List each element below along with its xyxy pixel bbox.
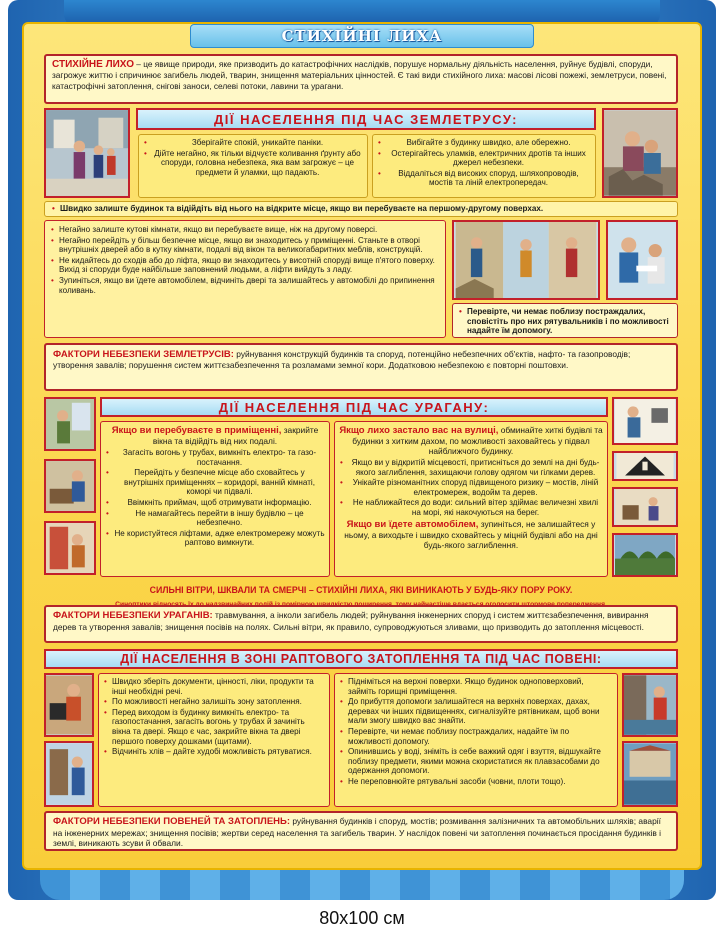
hurricane-right [334, 421, 608, 577]
list-item: • Не переповнюйте рятувальні засоби (човни, плоти тощо). [339, 777, 613, 787]
earthquake-col2 [372, 134, 596, 198]
hurricane-left-lead-title: Якщо ви перебуваєте в приміщенні, [111, 425, 282, 436]
list-item: • Перевірте, чи немає поблизу постраждалих, надайте їм по можливості допомогу. [339, 727, 613, 746]
hurricane-photo-2 [44, 459, 96, 513]
hurricane-right-lead-rest: обминайте хиткі будівлі та будинки з хитким дахом, по можливості заховайтесь у підвал найближчого будинку. [352, 425, 603, 456]
flood-photo-3 [622, 673, 678, 737]
list-item: • Негайно перейдіть у більш безпечне місце, якщо ви знаходитесь у приміщенні. Станьте в отворі внутрішніх дверей або в кутку кімнати, подалі від вікон та великогабаритних меблів, конструкцій. [50, 236, 440, 255]
earthquake-photo-right [602, 108, 678, 198]
hurricane-photo-1 [44, 397, 96, 451]
list-item: • Якщо ви у відкритій місцевості, притисніться до землі на дні будь-якого заглиблення, захищаючи голову одягом чи гілками дерев. [339, 458, 603, 477]
list-item: • Підніміться на верхні поверхи. Якщо будинок одноповерховий, займіть горищні приміщення. [339, 677, 613, 696]
earthquake-note-list [458, 307, 672, 336]
hurricane-right-list [339, 458, 603, 518]
intro-box [44, 54, 678, 104]
earthquake-factors-text: руйнування конструкцій будинків та споруд, потенційно небезпечних об'єктів, нафто- та газопроводів; утворення завалів; порушення систем життєзабезпечення та розламами земної кори. Додатковою небезпекою є повторні поштовхи. [53, 349, 631, 370]
earthquake-list-box [44, 220, 446, 338]
hurricane-car-paragraph [339, 519, 603, 550]
list-item: • Відчиніть хлів – дайте худобі можливість рятуватися. [103, 747, 325, 757]
list-item: • Перейдіть у безпечне місце або сховайтесь у внутрішніх приміщеннях – коридорі, ванній кімнаті, коморі чи підвалі. [105, 468, 325, 497]
hurricane-photo-7 [612, 533, 678, 577]
flood-photo-1 [44, 673, 94, 737]
earthquake-col1 [138, 134, 368, 198]
earthquake-banner-text: • Швидко залиште будинок та відійдіть від нього на відкрите місце, якщо ви перебуваєте на першому-другому поверхах. [51, 204, 671, 214]
list-item: • По можливості негайно залишіть зону затоплення. [103, 697, 325, 707]
list-item: • Вибігайте з будинку швидко, але обережно. [377, 138, 591, 148]
list-item: • Зупиніться, якщо ви їдете автомобілем, відчиніть двері та залишайтесь у автомобілі до припинення коливань. [50, 276, 440, 295]
earthquake-factors-title: ФАКТОРИ НЕБЕЗПЕКИ ЗЕМЛЕТРУСІВ: [53, 349, 234, 360]
earthquake-header-text: ДІЇ НАСЕЛЕННЯ ПІД ЧАС ЗЕМЛЕТРУСУ: [214, 111, 518, 127]
list-item: • До прибуття допомоги залишайтеся на верхніх поверхах, дахах, деревах чи інших підвищеннях, сигналізуйте рятівникам, щоб вони мали змогу швидко вас знайти. [339, 697, 613, 726]
earthquake-col2-list [377, 138, 591, 188]
earthquake-banner [44, 201, 678, 217]
hurricane-header-text: ДІЇ НАСЕЛЕННЯ ПІД ЧАС УРАГАНУ: [218, 399, 490, 415]
earthquake-photo-stairs [452, 220, 600, 300]
earthquake-factors-paragraph [53, 349, 669, 371]
list-item: • Віддаліться від високих споруд, шляхопроводів, мостів та ліній електропередач. [377, 169, 591, 188]
flood-factors [44, 811, 678, 851]
poster-title-text: СТИХІЙНІ ЛИХА [281, 27, 443, 45]
list-item: • Унікайте різноманітних споруд підвищеного ризику – мостів, ліній електромереж, водойм та дерев. [339, 478, 603, 497]
flood-factors-title: ФАКТОРИ НЕБЕЗПЕКИ ПОВЕНЕЙ ТА ЗАТОПЛЕНЬ: [53, 816, 291, 827]
earthquake-col1-list [143, 138, 363, 177]
hurricane-photo-6 [612, 487, 678, 527]
hurricane-header [100, 397, 608, 417]
list-item: • Перед виходом із будинку вимкніть електро- та газопостачання, загасіть вогонь у трубах й зачиніть вікна та двері. Якщо є час, закрийте вікна та двері першого поверху дошками (щитами). [103, 708, 325, 746]
intro-term: СТИХІЙНЕ ЛИХО [52, 59, 134, 70]
list-item: • Загасіть вогонь у трубах, вимкніть електро- та газо- постачання. [105, 448, 325, 467]
hurricane-car-lead: Якщо ви їдете автомобілем, [346, 518, 479, 530]
hurricane-left-list [105, 448, 325, 548]
hurricane-banner-text: СИЛЬНІ ВІТРИ, ШКВАЛИ ТА СМЕРЧІ – СТИХІЙНІ ЛИХА, ЯКІ ВИНИКАЮТЬ У БУДЬ-ЯКУ ПОРУ РОКУ. [149, 585, 573, 595]
list-item: • Опинившись у воді, зніміть із себе важкий одяг і взуття, відшукайте поблизу предмети, якими можна скористатися як плавзасобами до одержання допомоги. [339, 747, 613, 776]
hurricane-photo-3 [44, 521, 96, 575]
hurricane-factors-paragraph [53, 610, 669, 632]
hurricane-factors [44, 605, 678, 643]
earthquake-photo-left [44, 108, 130, 198]
hurricane-left-lead-rest: закрийте вікна та відійдіть від них подалі. [152, 425, 319, 446]
flood-photo-2 [44, 741, 94, 807]
intro-text: – це явище природи, яке призводить до катастрофічних наслідків, порушує нормальну діяльність населення, руйнує будівлі, споруди, загрожує життю і спричинює загибель людей, тварин, знищення матеріальних цінностей. Є такі види стихійного лиха: масові лісові пожежі, землетруси, повені, катастрофічні затоплення, снігові заноси, селеві потоки, лавини та урагани. [52, 59, 667, 91]
hurricane-photo-5 [612, 451, 678, 481]
list-item: • Зберігайте спокій, уникайте паніки. [143, 138, 363, 148]
flood-right-list [339, 677, 613, 787]
earthquake-photo-firstaid [606, 220, 678, 300]
earthquake-list [50, 225, 440, 295]
list-item: • Не кидайтесь до сходів або до ліфта, якщо ви знаходитесь у висотній споруді вище п'ятого поверху. Вихід зі споруди буде найбільше заповнений людьми, а ліфти вийдуть з ладу. [50, 256, 440, 275]
list-item: • Ввімкніть приймач, щоб отримувати інформацію. [105, 498, 325, 508]
earthquake-banner-list [51, 204, 671, 214]
hurricane-factors-text: травмування, а інколи загибель людей; руйнування інженерних споруд і систем життєзабезпечення, вивирання дерев та утворення завалів; знищення посівів на полях. Сильні вітри, як правило, супроводжуються зливами, що призводить до затоплення місцевості. [53, 610, 649, 632]
flood-header [44, 649, 678, 669]
list-item: • Остерігайтесь уламків, електричних дротів та інших джерел небезпеки. [377, 149, 591, 168]
hurricane-left-lead [105, 425, 325, 446]
flood-factors-paragraph [53, 816, 669, 849]
hurricane-right-lead-title: Якщо лихо застало вас на вулиці, [339, 425, 499, 436]
hurricane-factors-title: ФАКТОРИ НЕБЕЗПЕКИ УРАГАНІВ: [53, 610, 213, 621]
flood-factors-text: руйнування будинків і споруд, мостів; розмивання залізничних та автомобільних шляхів; аварії на інженерних мережах; знищення посівів; жертви серед населення та загибель тварин. У наслідок повені чи затоплення починається просідання будинків і землі, виникають зсуви й обвали. [53, 816, 661, 848]
hurricane-subbanner [44, 593, 678, 603]
earthquake-factors [44, 343, 678, 391]
flood-photo-4 [622, 741, 678, 807]
list-item: • Не намагайтесь перейти в іншу будівлю – це небезпечно. [105, 509, 325, 528]
list-item: • Негайно залиште кутові кімнати, якщо ви перебуваєте вище, ніж на другому поверсі. [50, 225, 440, 235]
intro-paragraph [52, 59, 670, 91]
hurricane-banner [44, 580, 678, 595]
hurricane-right-lead [339, 425, 603, 456]
poster-title [190, 24, 534, 48]
earthquake-note [452, 303, 678, 338]
flood-left [98, 673, 330, 807]
hurricane-photo-4 [612, 397, 678, 445]
size-caption: 80х100 см [319, 908, 405, 928]
flood-right [334, 673, 618, 807]
flood-header-text: ДІЇ НАСЕЛЕННЯ В ЗОНІ РАПТОВОГО ЗАТОПЛЕННЯ ТА ПІД ЧАС ПОВЕНІ: [120, 652, 602, 666]
flood-left-list [103, 677, 325, 757]
hurricane-left [100, 421, 330, 577]
list-item: • Не користуйтеся ліфтами, адже електромережу можуть раптово вимкнути. [105, 529, 325, 548]
earthquake-header [136, 108, 596, 130]
earthquake-note-text: • Перевірте, чи немає поблизу постраждалих, сповістіть про них рятувальників і по можливості надайте їм допомогу. [458, 307, 672, 336]
hurricane-car-rest: зупиніться, не залишайтеся у ньому, а виходьте і швидко сховайтесь у міцній будівлі або на дні будь-якого заглиблення. [344, 518, 598, 550]
list-item: • Швидко зберіть документи, цінності, ліки, продукти та інші необхідні речі. [103, 677, 325, 696]
list-item: • Дійте негайно, як тільки відчуєте коливання ґрунту або споруди, головна небезпека, яка вам загрожує – це предмети й уламки, що падають. [143, 149, 363, 178]
list-item: • Не наближайтеся до води: сильний вітер здіймає величезні хвилі на морі, які накочуються на берег. [339, 498, 603, 517]
